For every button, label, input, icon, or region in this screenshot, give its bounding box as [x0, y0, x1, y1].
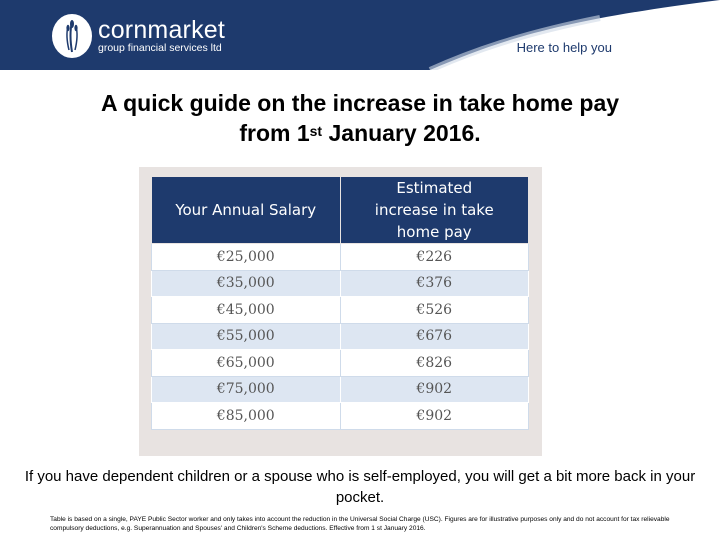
table-row [152, 244, 529, 271]
increase-cell: €826 [340, 350, 529, 377]
title-line-2 [0, 118, 720, 148]
wheat-logo-icon [52, 14, 92, 58]
increase-cell: €902 [340, 376, 529, 403]
salary-cell: €35,000 [152, 270, 341, 297]
salary-cell: €45,000 [152, 297, 341, 324]
increase-cell: €676 [340, 323, 529, 350]
table-row [152, 376, 529, 403]
header-banner [0, 0, 720, 70]
footnote-disclaimer: Table is based on a single, PAYE Public Sector worker and only takes into account the reduction in the Universal Social Charge (USC). Figures are for illustrative purposes only and do not account for tax relievable compulsory deductions, e.g. Superannuation and Spouses' and Children's Scheme deductions. Effective from 1 st January 2016. [50, 516, 670, 532]
table-row [152, 270, 529, 297]
page-title [0, 88, 720, 148]
salary-cell: €75,000 [152, 376, 341, 403]
title-line-2-prefix: from 1 [239, 120, 310, 146]
brand-name: cornmarket [98, 16, 226, 44]
table-row [152, 323, 529, 350]
column-header-increase: Estimated increase in take home pay [340, 177, 529, 244]
increase-cell: €902 [340, 403, 529, 430]
salary-cell: €25,000 [152, 244, 341, 271]
table-row [152, 403, 529, 430]
increase-cell: €376 [340, 270, 529, 297]
title-line-2-suffix: January 2016. [322, 120, 481, 146]
salary-table [151, 176, 529, 430]
salary-cell: €85,000 [152, 403, 341, 430]
tagline: Here to help you [516, 40, 612, 55]
brand-subtitle: group financial services ltd [98, 42, 222, 54]
salary-cell: €65,000 [152, 350, 341, 377]
increase-cell: €526 [340, 297, 529, 324]
increase-cell: €226 [340, 244, 529, 271]
dependents-note: If you have dependent children or a spouse who is self-employed, you will get a bit more back in your pocket. [24, 468, 696, 506]
table-row [152, 350, 529, 377]
title-ordinal-suffix: st [309, 123, 323, 139]
salary-cell: €55,000 [152, 323, 341, 350]
column-header-salary: Your Annual Salary [152, 177, 341, 244]
table-row [152, 297, 529, 324]
title-line-1: A quick guide on the increase in take home pay [100, 90, 620, 116]
salary-table-frame [139, 167, 542, 456]
table-header-row [152, 177, 529, 244]
